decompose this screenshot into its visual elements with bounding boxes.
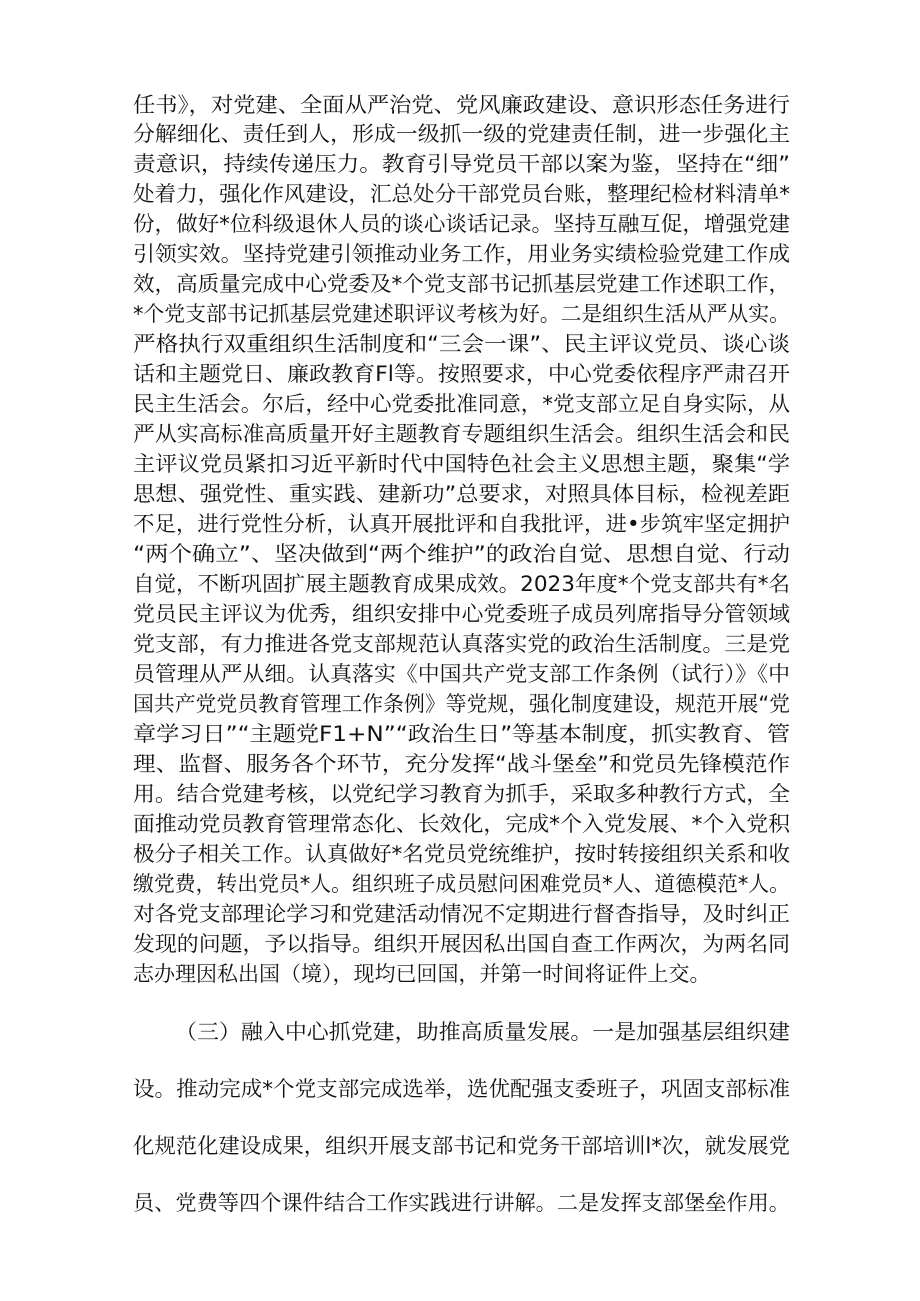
text-line: “两个确立”、坚决做到“两个维护”的政治自觉、思想自觉、行动 (133, 542, 791, 566)
text-line: 极分子相关工作。认真做好*名党员党统维护，按时转接组织关系和收 (133, 842, 791, 866)
text-line: 缴党费，转出党员*人。组织班子成员慰问困难党员*人、道德模范*人。 (133, 872, 791, 896)
text-line: 党员民主评议为优秀，组织安排中心党委班子成员列席指导分管领域 (133, 602, 791, 626)
text-line: 主评议党员紧扣习近平新时代中国特色社会主义思想主题，聚集“学 (133, 452, 791, 476)
text-line: 党支部，有力推进各党支部规范认真落实党的政治生活制度。三是党 (133, 632, 791, 656)
text-line: 不足，进行党性分析，认真开展批评和自我批评，进•步筑牢坚定拥护 (133, 512, 790, 536)
text-line: 国共产党党员教育管理工作条例》等党规，强化制度建设，规范开展“党 (133, 692, 790, 716)
text-line: 员、党费等四个课件结合工作实践进行讲解。二是发挥支部堡垒作用。 (133, 1191, 790, 1215)
text-line: 用。结合党建考核，以党纪学习教育为抓手，采取多种教行方式，全 (133, 782, 791, 806)
text-line: 对各党支部理论学习和党建活动情况不定期进行督杳指导，及时纠正 (133, 902, 791, 926)
text-line: 处着力，强化作风建设，汇总处分干部党员台账，整理纪检材料清单* (133, 182, 791, 206)
text-line: 民主生活会。尔后，经中心党委批准同意，*党支部立足自身实际，从 (133, 392, 791, 416)
text-line: 份，做好*位科级退休人员的谈心谈话记录。坚持互融互促，增强党建 (133, 212, 791, 236)
text-line: 引领实效。坚持党建引领推动业务工作，用业务实绩检验党建工作成 (133, 242, 791, 266)
text-line: 章学习日”“主题党F1+N”“政治生日”等基本制度，抓实教育、管 (133, 722, 791, 746)
text-line: 效，高质量完成中心党委及*个党支部书记抓基层党建工作述职工作， (133, 272, 791, 296)
text-line: 任书》，对党建、全面从严治党、党风廉政建设、意识形态任务进行 (133, 93, 790, 117)
text-line: 话和主题党日、廉政教育Fl等。按照要求，中心党委依程序严肃召开 (133, 362, 791, 386)
text-line: 发现的问题，予以指导。组织开展因私出国自查工作两次，为两名同 (133, 932, 791, 956)
text-line: 自觉，不断巩固扩展主题教育成果成效。2023年度*个党支部共有*名 (133, 572, 790, 596)
text-line: 设。推动完成*个党支部完成选举，选优配强支委班子，巩固支部标准 (133, 1077, 791, 1101)
text-line: *个党支部书记抓基层党建述职评议考核为好。二是组织生活从严从实。 (133, 302, 791, 326)
text-line: 严从实高标准高质量开好主题教育专题组织生活会。组织生活会和民 (133, 422, 791, 446)
section-heading-line: （三）融入中心抓党建，助推高质量发展。一是加强基层组织建 (175, 1020, 790, 1044)
text-line: 化规范化建设成果，组织开展支部书记和党务干部培训l*次，就发展党 (133, 1134, 791, 1158)
text-line: 分解细化、责任到人，形成一级抓一级的党建责任制，进一步强化主 (133, 122, 791, 146)
text-line: 理、监督、服务各个环节，充分发挥“战斗堡垒”和党员先锋模范作 (133, 752, 791, 776)
text-line: 员管理从严从细。认真落实《中国共产党支部工作条例（试行）》《中 (133, 662, 791, 686)
text-line: 面推动党员教育管理常态化、长效化，完成*个入党发展、*个入党积 (133, 812, 791, 836)
text-line: 责意识，持续传递压力。教育引导党员干部以案为鉴，坚持在“细” (133, 152, 791, 176)
text-line: 严格执行双重组织生活制度和“三会一课”、民主评议党员、谈心谈 (133, 332, 791, 356)
text-line: 思想、强党性、重实践、建新功”总要求，对照具体目标，检视差距 (133, 482, 791, 506)
text-line: 志办理因私出国（境），现均已回国，并第一时间将证件上交。 (133, 962, 711, 986)
